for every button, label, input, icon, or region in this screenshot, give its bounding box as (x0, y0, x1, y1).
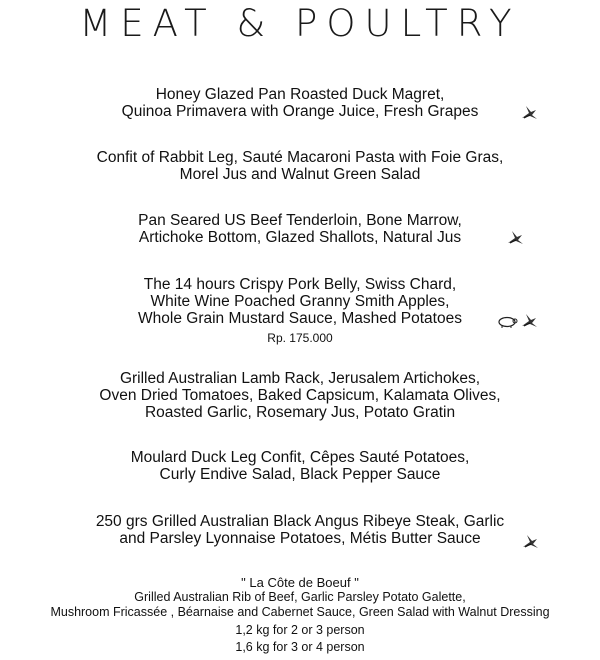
dish-price: Rp. 175.000 (267, 331, 333, 345)
chef-recommendation-icon (520, 312, 538, 328)
dish-name: " La Côte de Boeuf " (241, 575, 359, 590)
dish-line: Curly Endive Salad, Black Pepper Sauce (159, 466, 441, 483)
menu-item-ribeye-steak (0, 513, 600, 547)
dish-line: Moulard Duck Leg Confit, Cêpes Sauté Potatoes, (130, 449, 470, 466)
dish-line: Oven Dried Tomatoes, Baked Capsicum, Kalamata Olives, (99, 387, 501, 404)
dish-line: Mushroom Fricassée , Béarnaise and Cabernet Sauce, Green Salad with Walnut Dressing (50, 605, 550, 619)
chef-recommendation-icon (520, 104, 538, 120)
dish-line: Confit of Rabbit Leg, Sauté Macaroni Pasta with Foie Gras, (96, 149, 504, 166)
menu-item-pork-belly (0, 276, 600, 346)
dish-line: Whole Grain Mustard Sauce, Mashed Potatoes (138, 310, 462, 327)
dish-line: The 14 hours Crispy Pork Belly, Swiss Chard, (143, 276, 457, 293)
dish-line: Grilled Australian Rib of Beef, Garlic Parsley Potato Galette, (134, 590, 466, 604)
menu-item-rabbit-leg (0, 149, 600, 183)
dish-size-option: 1,2 kg for 2 or 3 person (235, 623, 365, 637)
dish-line: Quinoa Primavera with Orange Juice, Fresh Grapes (121, 103, 479, 120)
dish-line: Grilled Australian Lamb Rack, Jerusalem Artichokes, (119, 370, 481, 387)
page-title: MEAT & POULTRY (79, 2, 521, 45)
dish-size-option: 1,6 kg for 3 or 4 person (235, 640, 365, 654)
chef-recommendation-icon (506, 229, 524, 245)
menu-item-duck-magret (0, 86, 600, 120)
pork-icon (496, 314, 518, 330)
menu-item-cote-de-boeuf (0, 575, 600, 654)
dish-line: Artichoke Bottom, Glazed Shallots, Natural Jus (138, 229, 462, 246)
dish-line: Pan Seared US Beef Tenderloin, Bone Marrow, (138, 212, 462, 229)
menu-item-lamb-rack (0, 370, 600, 421)
chef-recommendation-icon (521, 533, 539, 549)
dish-line: Roasted Garlic, Rosemary Jus, Potato Gratin (144, 404, 456, 421)
dish-line: and Parsley Lyonnaise Potatoes, Métis Butter Sauce (119, 530, 481, 547)
dish-line: 250 grs Grilled Australian Black Angus Ribeye Steak, Garlic (95, 513, 505, 530)
dish-line: Honey Glazed Pan Roasted Duck Magret, (155, 86, 445, 103)
menu-item-duck-leg-confit (0, 449, 600, 483)
dish-line: White Wine Poached Granny Smith Apples, (150, 293, 450, 310)
dish-line: Morel Jus and Walnut Green Salad (179, 166, 421, 183)
